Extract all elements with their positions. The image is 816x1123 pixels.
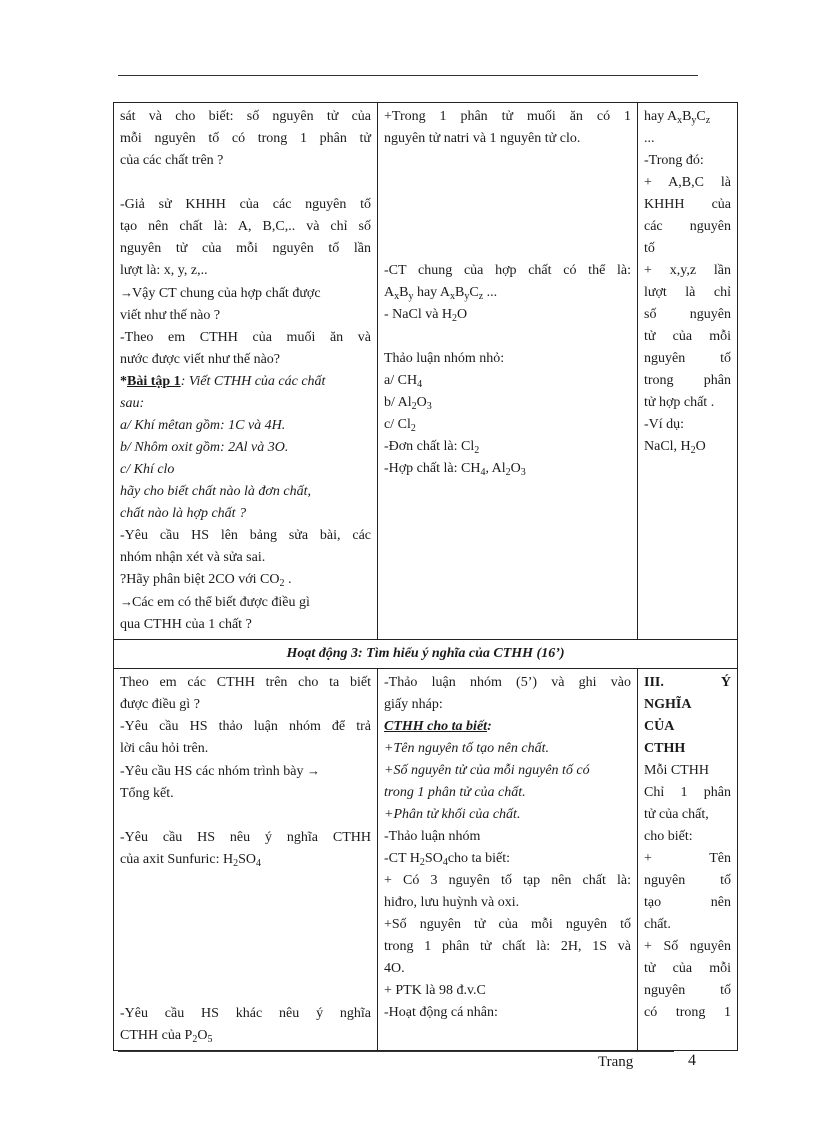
text-line: + A,B,C là	[644, 175, 731, 190]
text-line: + Số nguyên	[644, 939, 731, 954]
text-line: tử hợp chất .	[644, 395, 715, 410]
text-line: KHHH của	[644, 197, 731, 212]
text-line: c/ Khí clo	[120, 462, 175, 477]
text-line: +Tên nguyên tố tạo nên chất.	[384, 741, 549, 756]
text-line: tạo nên chất là: A, B,C,.. và chỉ số	[120, 219, 371, 234]
formula-line: b/ $Al_2O_3$	[384, 395, 432, 412]
text-line: +Số nguyên tử của mỗi nguyên tố	[384, 917, 631, 932]
text-line: viết như thế nào ?	[120, 308, 221, 323]
text-line: hiđro, lưu huỳnh và oxi.	[384, 895, 520, 910]
table-row	[114, 103, 738, 640]
text-line: lượt là: x, y, z,..	[120, 263, 208, 278]
text-line: được điều gì ?	[120, 697, 200, 712]
arrow-icon: →	[120, 285, 132, 300]
text-line: trong phân	[644, 373, 731, 388]
text-line: tử của chất,	[644, 807, 709, 822]
text-line: →Các em có thể biết được điều gì	[120, 594, 310, 610]
text-line: + Tên	[644, 851, 731, 866]
table-row	[114, 640, 738, 669]
text-line: nguyên tử của mỗi nguyên tố lần	[120, 241, 371, 256]
text-line: nguyên tố	[644, 351, 731, 366]
text-line: qua CTHH của 1 chất ?	[120, 617, 252, 632]
text-line: b/ Nhôm oxit gồm: 2Al và 3O.	[120, 440, 289, 455]
text-line: -CT chung của hợp chất có thể là:	[384, 263, 631, 278]
text-line: Theo em các CTHH trên cho ta biết	[120, 675, 371, 690]
text-line: mỗi nguyên tố có trong 1 phân tử	[120, 131, 371, 146]
text-line: -Yêu cầu HS các nhóm trình bày →	[120, 763, 319, 779]
text-line: sau:	[120, 396, 145, 411]
text-line: -Theo em CTHH của muối ăn và	[120, 330, 371, 345]
text-line: a/ Khí mêtan gồm: 1C và 4H.	[120, 418, 286, 433]
formula-line: NaCl, $H_2O$	[644, 439, 706, 456]
text-line: của các chất trên ?	[120, 153, 224, 168]
text-line: -Hoạt động cá nhân:	[384, 1005, 498, 1020]
formula-line: -Hợp chất là: $CH_4$, $Al_2O_3$	[384, 461, 526, 478]
text-line: sát và cho biết: số nguyên tử của	[120, 109, 371, 124]
text-line: các nguyên	[644, 219, 731, 234]
text-line: ?Hãy phân biệt 2CO với $CO_2$ .	[120, 572, 292, 589]
text-line: -Trong đó:	[644, 153, 704, 168]
formula-line: - NaCl và $H_2O$	[384, 307, 468, 324]
text-line: giấy nháp:	[384, 697, 443, 712]
text-line: chất.	[644, 917, 671, 932]
text-line: 4O.	[384, 961, 405, 976]
text-line: ...	[644, 131, 655, 146]
text-line: -Ví dụ:	[644, 417, 685, 432]
lesson-table	[113, 102, 738, 1051]
text-line: nguyên tố	[644, 983, 731, 998]
formula-line: a/ $CH_4$	[384, 373, 423, 390]
text-line: Chỉ 1 phân	[644, 785, 731, 800]
text-line: →Vậy CT chung của hợp chất được	[120, 285, 321, 301]
text-line: tố	[644, 241, 655, 256]
section-heading: CỦA	[644, 719, 675, 734]
footer-rule	[118, 1051, 674, 1052]
text-line: có trong 1	[644, 1005, 731, 1020]
text-line: -Yêu cầu HS lên bảng sửa bài, các	[120, 528, 371, 543]
text-line: Tổng kết.	[120, 786, 174, 801]
table-row	[114, 669, 738, 1051]
text-line: + Có 3 nguyên tố tạp nên chất là:	[384, 873, 631, 888]
text-line: nguyên tử natri và 1 nguyên tử clo.	[384, 131, 581, 146]
arrow-icon: →	[120, 594, 132, 609]
text-line: + x,y,z lần	[644, 263, 731, 278]
formula-line: -Đơn chất là: $Cl_2$	[384, 439, 480, 456]
student-activity-cell	[378, 669, 638, 1051]
text-line: số nguyên	[644, 307, 731, 322]
text-line: -Yêu cầu HS nêu ý nghĩa CTHH	[120, 830, 371, 845]
formula-line: $A_xB_y$ hay $A_xB_yC_z$ ...	[384, 285, 498, 302]
text-line: -Thảo luận nhóm	[384, 829, 481, 844]
text-line: -Yêu cầu HS khác nêu ý nghĩa	[120, 1006, 371, 1021]
section-subtitle: CTHH cho ta biết:	[384, 719, 492, 734]
formula-line: -CT $H_2SO_4cho$ ta biết:	[384, 851, 511, 868]
text-line: chất nào là hợp chất ?	[120, 506, 247, 521]
section-heading: III. Ý	[644, 675, 731, 690]
formula-line: c/ $Cl_2$	[384, 417, 416, 434]
text-line: -Thảo luận nhóm (5’) và ghi vào	[384, 675, 631, 690]
content-cell	[638, 669, 738, 1051]
text-line: +Phân tử khối của chất.	[384, 807, 521, 822]
activity-heading: Hoạt động 3: Tìm hiểu ý nghĩa của CTHH (16’)	[114, 640, 738, 669]
text-line: Thảo luận nhóm nhỏ:	[384, 351, 505, 366]
text-line: nước được viết như thế nào?	[120, 352, 281, 367]
student-activity-cell	[378, 103, 638, 640]
content-cell	[638, 103, 738, 640]
text-line: +Số nguyên tử của mỗi nguyên tố có	[384, 763, 590, 778]
formula-line: của axit Sunfuric: $H_2SO_4$	[120, 852, 262, 869]
footer-page-label: Trang	[598, 1054, 634, 1070]
text-line: lời câu hỏi trên.	[120, 741, 209, 756]
text-line: + PTK là 98 đ.v.C	[384, 983, 486, 998]
text-line: cho biết:	[644, 829, 693, 844]
text-line: lượt là chỉ	[644, 285, 731, 300]
text-line: -Yêu cầu HS thảo luận nhóm để trả	[120, 719, 371, 734]
formula-line: CTHH của $P_2O_5$	[120, 1028, 213, 1045]
text-line: nhóm nhận xét và sửa sai.	[120, 550, 266, 565]
text-line: hãy cho biết chất nào là đơn chất,	[120, 484, 311, 499]
exercise-title: *Bài tập 1: Viết CTHH của các chất	[120, 374, 326, 389]
arrow-icon: →	[307, 763, 319, 778]
text-line: Mỗi CTHH	[644, 763, 709, 778]
text-line: trong 1 phân tử chất là: 2H, 1S và	[384, 939, 631, 954]
page-number: 4	[688, 1052, 696, 1069]
text-line: nguyên tố	[644, 873, 731, 888]
formula-line: hay $A_xB_yC_z$	[644, 109, 711, 126]
text-line: tử của mỗi	[644, 961, 731, 976]
text-line: tử của mỗi	[644, 329, 731, 344]
text-line: +Trong 1 phân tử muối ăn có 1	[384, 109, 631, 124]
section-heading: NGHĨA	[644, 697, 692, 712]
teacher-activity-cell	[114, 669, 378, 1051]
text-line: trong 1 phân tử của chất.	[384, 785, 526, 800]
text-line: -Giả sử KHHH của các nguyên tố	[120, 197, 371, 212]
section-heading: CTHH	[644, 741, 686, 756]
header-rule	[118, 75, 698, 76]
text-line: tạo nên	[644, 895, 731, 910]
teacher-activity-cell	[114, 103, 378, 640]
